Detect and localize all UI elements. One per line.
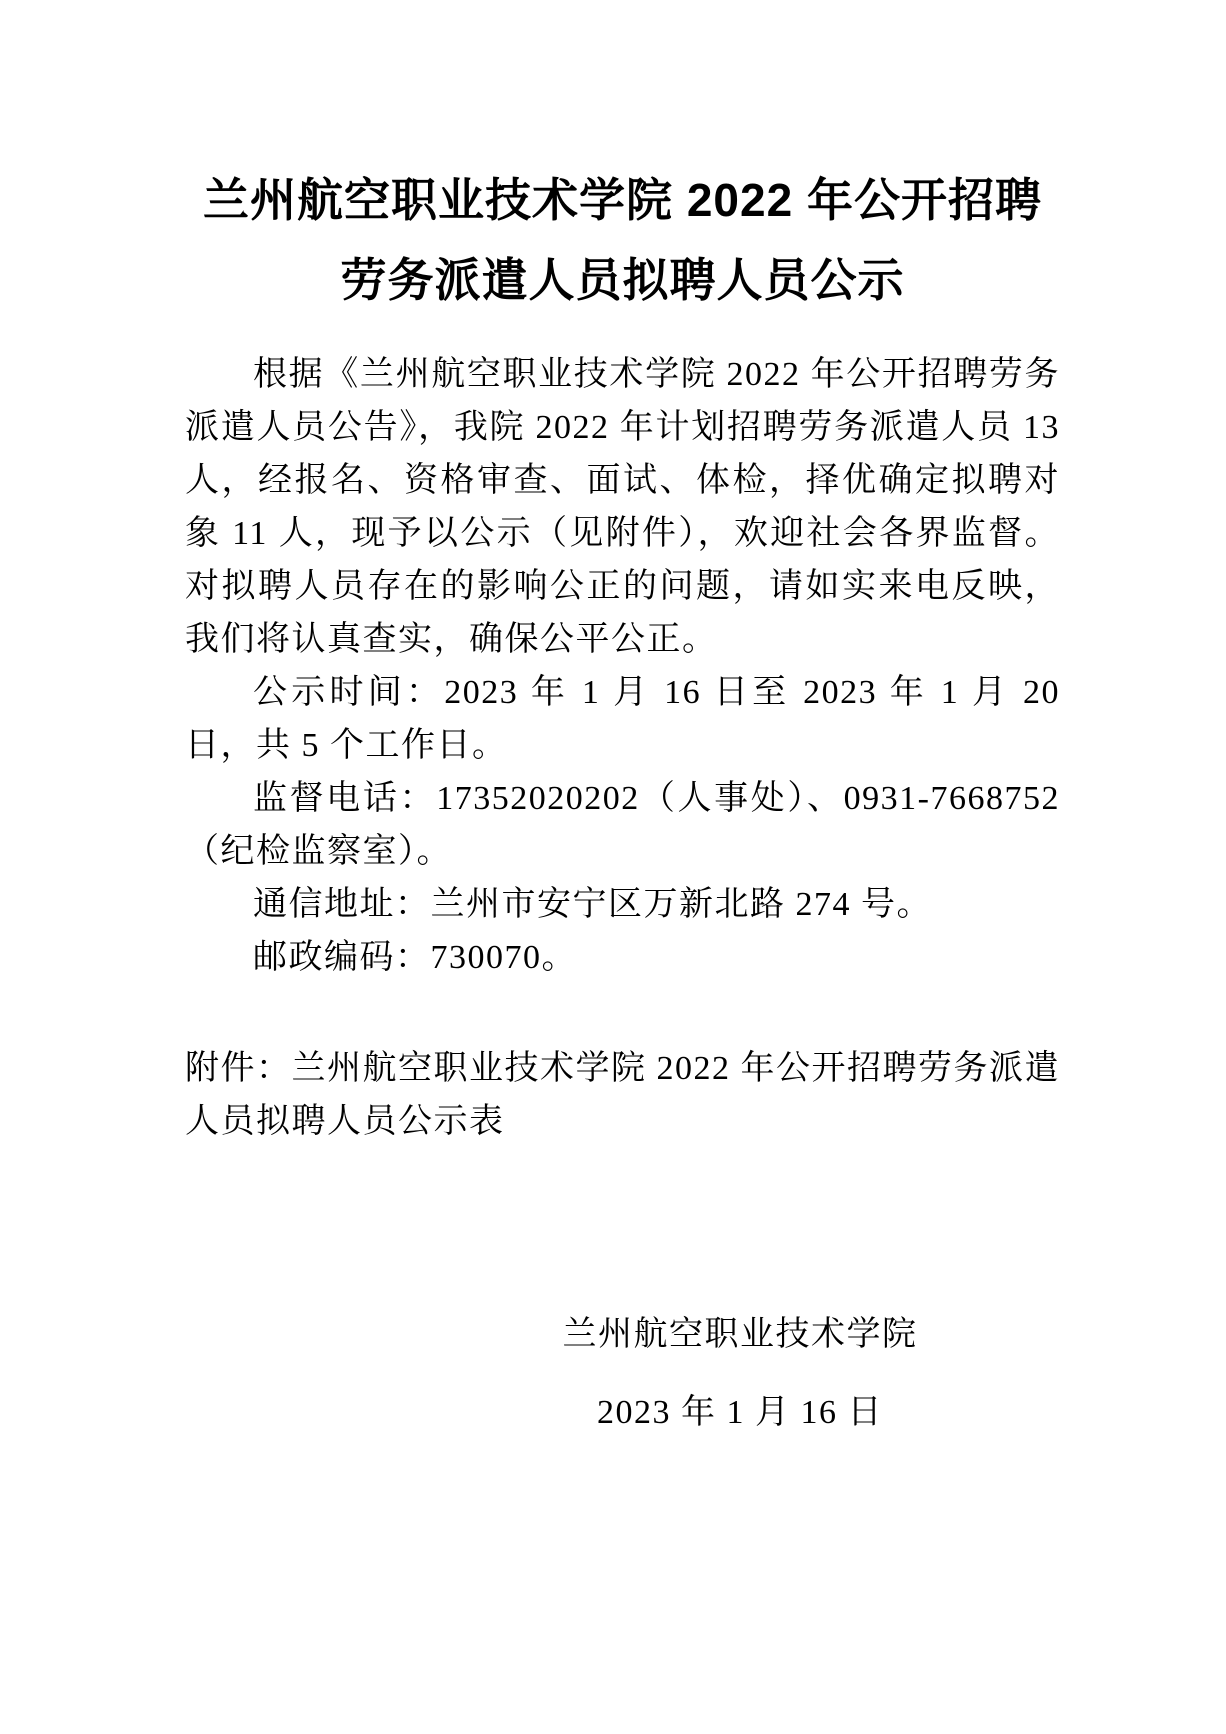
document-title-line-2: 劳务派遣人员拟聘人员公示 [340,254,905,306]
body-paragraph-postal-code: 邮政编码：730070。 [253,939,577,976]
body-paragraph-intro: 根据《兰州航空职业技术学院 2022 年公开招聘劳务派遣人员公告》，我院 2022 年计划招聘劳务派遣人员 13 人，经报名、资格审查、面试、体检，择优确定拟聘对象 11 人，现予以公示（见附件），欢迎社会各界监督。对拟聘人员存在的影响公正的问题，请如实来电反映，我们将认真查实，确保公平公正。 [185,356,1060,658]
attachment-line: 附件：兰州航空职业技术学院 2022 年公开招聘劳务派遣人员拟聘人员公示表 [185,1050,1060,1140]
body-paragraph-mailing-address: 通信地址：兰州市安宁区万新北路 274 号。 [253,886,932,923]
signature-date: 2023 年 1 月 16 日 [597,1394,883,1431]
signature-organization: 兰州航空职业技术学院 [562,1316,918,1353]
signature-block [537,1296,943,1452]
document-title-line-1: 兰州航空职业技术学院 2022 年公开招聘 [203,174,1042,226]
body-paragraph-public-notice-period: 公示时间：2023 年 1 月 16 日至 2023 年 1 月 20 日，共 5 个工作日。 [185,674,1060,764]
body-paragraph-supervision-phone: 监督电话：17352020202（人事处）、0931-7668752（纪检监察室）。 [185,780,1060,870]
document-body [185,348,1060,984]
document-title [185,160,1060,320]
